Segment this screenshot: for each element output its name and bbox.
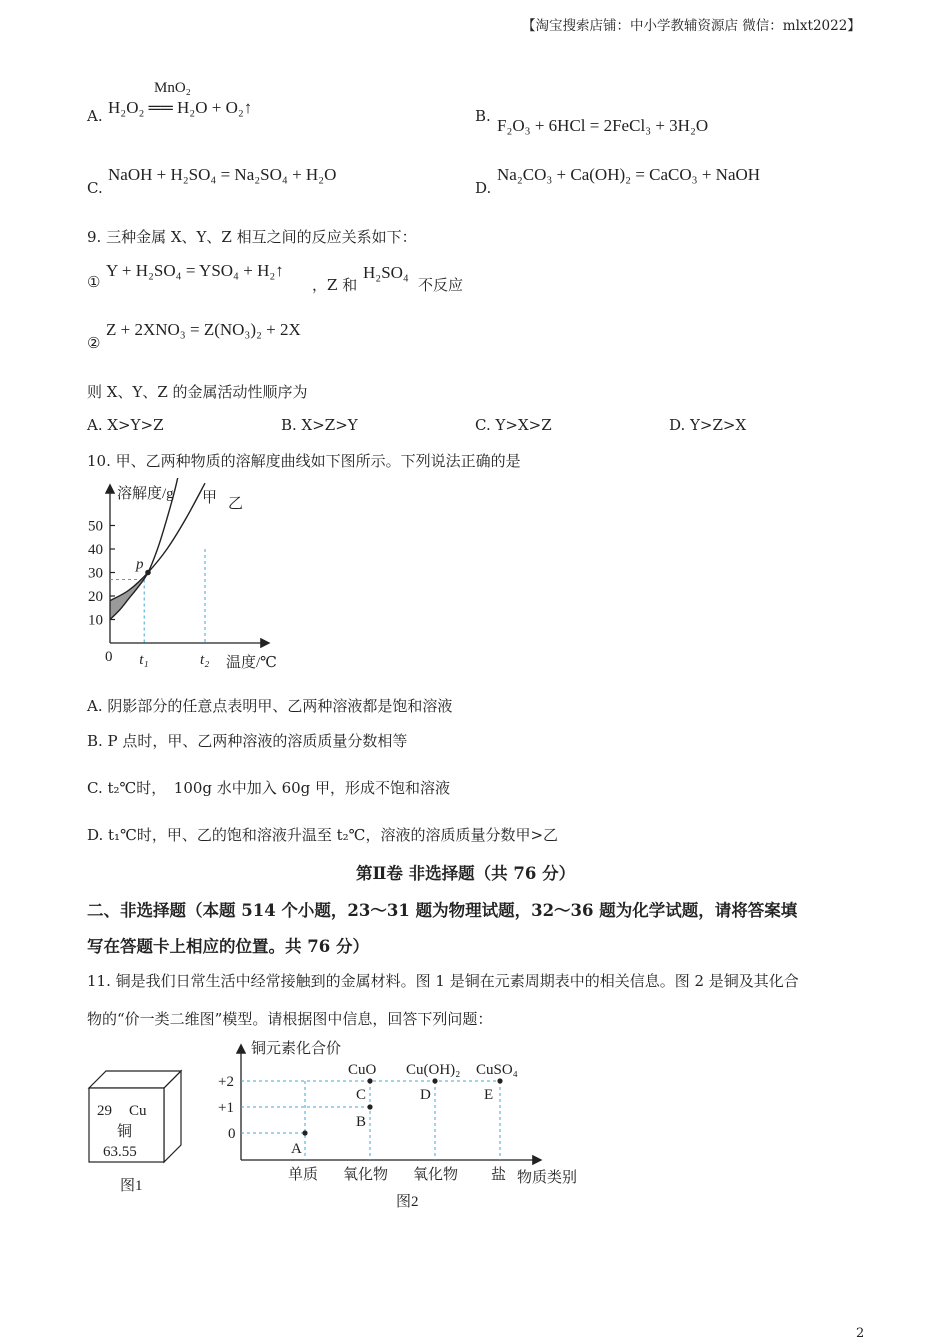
q9-reaction1-equation: Y + H₂SO₄ = YSO₄ + H₂↑ bbox=[106, 261, 284, 280]
q9-reaction1-end: 不反应 bbox=[418, 276, 464, 294]
y-tick-label: 50 bbox=[88, 518, 103, 535]
atomic-number: 29 bbox=[97, 1103, 112, 1119]
q10-option-d: D. t₁℃时，甲、乙的饱和溶液升温至 t₂℃，溶液的溶质质量分数甲>乙 bbox=[87, 826, 559, 844]
q9-reaction2-equation: Z + 2XNO₃ = Z(NO₃)₂ + 2X bbox=[106, 320, 301, 339]
y-tick-label: 10 bbox=[88, 612, 103, 629]
q8-option-d-equation: Na₂CO₃ + Ca(OH)₂ = CaCO₃ + NaOH bbox=[497, 165, 761, 184]
point-p-marker bbox=[145, 570, 151, 576]
section2-instruction-line1: 二、非选择题（本题 514 个小题，23～31 题为物理试题，32～36 题为化学试题，请将答案填 bbox=[87, 901, 798, 920]
y-tick-label: 30 bbox=[88, 565, 103, 582]
q8-option-a-catalyst: MnO₂ bbox=[154, 80, 191, 96]
fig2-compound-cuoh2: Cu(OH)₂ bbox=[406, 1062, 461, 1078]
fig2-y-label: 铜元素化合价 bbox=[251, 1041, 342, 1057]
section2-title: 第Ⅱ卷 非选择题（共 76 分） bbox=[356, 864, 576, 883]
q10-option-b: B. P 点时，甲、乙两种溶液的溶质质量分数相等 bbox=[87, 732, 408, 750]
q8-option-d-label: D. bbox=[475, 179, 492, 197]
q8-option-a-equation: H₂O₂ ══ H₂O + O₂↑ bbox=[108, 98, 253, 117]
q11-line1: 11. 铜是我们日常生活中经常接触到的金属材料。图 1 是铜在元素周期表中的相关信息。图 2 是铜及其化合 bbox=[87, 972, 799, 990]
fig2-ytick-plus2: +2 bbox=[218, 1074, 234, 1090]
q9-question: 则 X、Y、Z 的金属活动性顺序为 bbox=[87, 383, 308, 401]
series-yi-label: 乙 bbox=[228, 496, 244, 512]
fig2-point-e: E bbox=[484, 1087, 494, 1103]
fig2-ytick-0: 0 bbox=[228, 1126, 236, 1142]
fig2-ytick-plus1: +1 bbox=[218, 1100, 234, 1116]
element-name: 铜 bbox=[117, 1124, 133, 1140]
figure1-periodic-cell bbox=[84, 1066, 194, 1198]
q9-reaction1-marker: ① bbox=[87, 273, 101, 291]
fig2-category-elemental: 单质 bbox=[288, 1167, 319, 1183]
figure1-caption: 图1 bbox=[120, 1178, 143, 1194]
fig2-compound-cuo: CuO bbox=[348, 1062, 377, 1078]
q9-reaction1-tail: ，Z 和 bbox=[312, 276, 358, 294]
y-tick-label: 40 bbox=[88, 542, 103, 558]
q9-option-b: B. X>Z>Y bbox=[281, 416, 358, 434]
q9-stem: 9. 三种金属 X、Y、Z 相互之间的反应关系如下： bbox=[87, 228, 417, 246]
header-shop-info: 【淘宝搜索店铺：中小学教辅资源店 微信：mlxt2022】 bbox=[522, 18, 861, 34]
chart-origin-label: 0 bbox=[105, 649, 113, 665]
fig2-category-salt: 盐 bbox=[491, 1167, 507, 1183]
fig2-point-a: A bbox=[291, 1141, 302, 1157]
y-tick-label: 20 bbox=[88, 589, 103, 605]
solubility-chart bbox=[80, 478, 310, 678]
chart-x-label: 温度/℃ bbox=[226, 655, 277, 671]
figure2-caption: 图2 bbox=[396, 1194, 419, 1210]
fig2-category-oxide2: 氧化物 bbox=[413, 1167, 459, 1183]
atomic-mass: 63.55 bbox=[103, 1144, 137, 1160]
fig2-x-label: 物质类别 bbox=[517, 1170, 578, 1186]
chart-y-label: 溶解度/g bbox=[117, 486, 174, 502]
q9-reaction1-acid: H₂SO₄ bbox=[363, 263, 409, 282]
element-symbol: Cu bbox=[129, 1103, 147, 1119]
q8-option-c-equation: NaOH + H₂SO₄ = Na₂SO₄ + H₂O bbox=[108, 165, 337, 184]
fig2-category-oxide1: 氧化物 bbox=[343, 1167, 389, 1183]
fig2-point-c: C bbox=[356, 1087, 367, 1103]
q8-option-c-label: C. bbox=[87, 179, 103, 197]
q11-line2: 物的“价一类二维图”模型。请根据图中信息，回答下列问题： bbox=[87, 1010, 493, 1028]
x-tick-t2: t₂ bbox=[200, 652, 210, 668]
q8-option-b-label: B. bbox=[475, 107, 491, 125]
q10-option-a: A. 阴影部分的任意点表明甲、乙两种溶液都是饱和溶液 bbox=[87, 697, 453, 715]
series-jia-label: 甲 bbox=[202, 490, 218, 506]
q10-stem: 10. 甲、乙两种物质的溶解度曲线如下图所示。下列说法正确的是 bbox=[87, 452, 521, 470]
q8-option-a-label: A. bbox=[87, 107, 103, 125]
fig2-point-d: D bbox=[420, 1087, 431, 1103]
q8-option-b-equation: F₂O₃ + 6HCl = 2FeCl₃ + 3H₂O bbox=[497, 116, 709, 135]
q9-option-d: D. Y>Z>X bbox=[669, 416, 747, 434]
figure2-valence-class-chart bbox=[210, 1034, 600, 1214]
q9-option-a: A. X>Y>Z bbox=[87, 416, 164, 434]
section2-instruction-line2: 写在答题卡上相应的位置。共 76 分） bbox=[87, 937, 369, 956]
fig2-point-b: B bbox=[356, 1114, 367, 1130]
x-tick-t1: t₁ bbox=[139, 652, 149, 668]
fig2-compound-cuso4: CuSO₄ bbox=[476, 1062, 518, 1078]
q9-option-c: C. Y>X>Z bbox=[475, 416, 552, 434]
q9-reaction2-marker: ② bbox=[87, 334, 101, 352]
page-number: 2 bbox=[856, 1326, 865, 1341]
q10-option-c: C. t₂℃时， 100g 水中加入 60g 甲，形成不饱和溶液 bbox=[87, 779, 451, 797]
point-p-label: p bbox=[136, 556, 144, 573]
